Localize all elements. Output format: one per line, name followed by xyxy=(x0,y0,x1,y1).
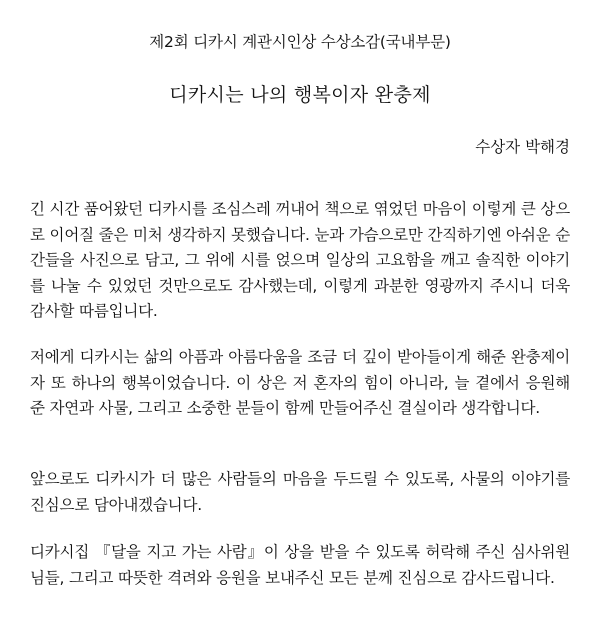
body-paragraph: 저에게 디카시는 삶의 아픔과 아름다움을 조금 더 깊이 받아들이게 해준 완충제이자 또 하나의 행복이었습니다. 이 상은 저 혼자의 힘이 아니라, 늘 곁에서 응원해 준 자연과 사물, 그리고 소중한 분들이 함께 만들어주신 결실이라 생각합니다. xyxy=(30,348,570,417)
body-paragraph: 앞으로도 디카시가 더 많은 사람들의 마음을 두드릴 수 있도록, 사물의 이야기를 진심으로 담아내겠습니다. xyxy=(30,470,570,514)
event-title: 제2회 디카시 계관시인상 수상소감(국내부문) xyxy=(149,33,451,51)
author-line: 수상자 박해경 xyxy=(475,138,570,156)
document-title: 디카시는 나의 행복이자 완충제 xyxy=(169,84,431,106)
body-paragraph: 디카시집 『달을 지고 가는 사람』이 상을 받을 수 있도록 허락해 주신 심사위원님들, 그리고 따뜻한 격려와 응원을 보내주신 모든 분께 진심으로 감사드립니다. xyxy=(30,543,570,587)
body-paragraph: 긴 시간 품어왔던 디카시를 조심스레 꺼내어 책으로 엮었던 마음이 이렇게 큰 상으로 이어질 줄은 미처 생각하지 못했습니다. 눈과 가슴으로만 간직하기엔 아쉬운 순간들을 사진으로 담고, 그 위에 시를 얹으며 일상의 고요함을 깨고 솔직한 이야기를 나눌 수 있었던 것만으로도 감사했는데, 이렇게 과분한 영광까지 주시니 더욱 감사할 따름입니다. xyxy=(30,200,570,320)
